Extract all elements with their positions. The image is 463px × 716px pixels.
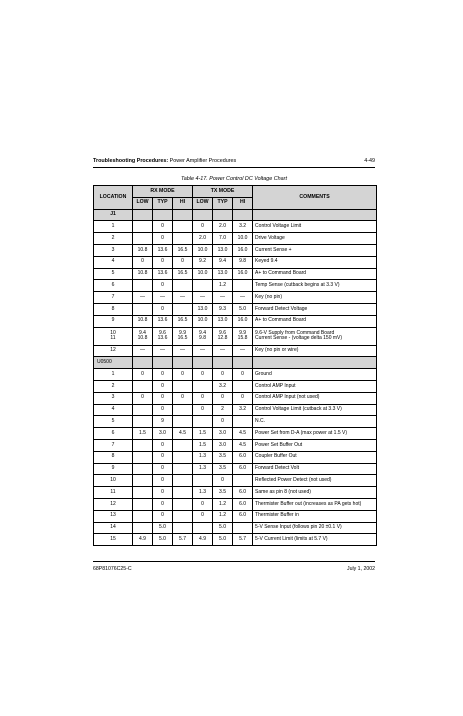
cell-tx-typ: 0 bbox=[213, 475, 233, 487]
cell-location: 14 bbox=[94, 522, 133, 534]
cell-comment: 9.6-V Supply from Command Board Current Sense - (voltage delta 150 mV) bbox=[253, 327, 377, 345]
cell-rx-low: 0 bbox=[133, 392, 153, 404]
header-rule bbox=[93, 167, 375, 168]
cell-location: 4 bbox=[94, 256, 133, 268]
cell-tx-hi: 6.0 bbox=[233, 510, 253, 522]
cell-tx-low bbox=[193, 475, 213, 487]
cell-tx-hi: 9.9 15.8 bbox=[233, 327, 253, 345]
cell-rx-typ: 0 bbox=[153, 463, 173, 475]
cell-tx-typ: — bbox=[213, 345, 233, 357]
cell-tx-hi: 4.5 bbox=[233, 428, 253, 440]
cell-rx-typ: 13.6 bbox=[153, 244, 173, 256]
cell-location: 13 bbox=[94, 510, 133, 522]
cell-tx-low bbox=[193, 280, 213, 292]
cell-tx-typ: 9.6 12.8 bbox=[213, 327, 233, 345]
cell-location: 8 bbox=[94, 303, 133, 315]
cell-tx-low: 0 bbox=[193, 498, 213, 510]
cell-rx-low bbox=[133, 522, 153, 534]
cell-location: 11 bbox=[94, 487, 133, 499]
cell-rx-low: 10.8 bbox=[133, 315, 153, 327]
cell-rx-typ: 13.6 bbox=[153, 268, 173, 280]
cell-rx-hi bbox=[173, 416, 193, 428]
cell-comment: Control AMP Input bbox=[253, 380, 377, 392]
cell-rx-hi bbox=[173, 451, 193, 463]
table-row bbox=[94, 268, 377, 280]
cell-location: 12 bbox=[94, 345, 133, 357]
cell-tx-low: 0 bbox=[193, 510, 213, 522]
cell-comment: Same as pin 8 (not used) bbox=[253, 487, 377, 499]
cell-tx-typ: 0 bbox=[213, 392, 233, 404]
col-rx-low: LOW bbox=[133, 197, 153, 209]
cell-rx-hi bbox=[173, 439, 193, 451]
footer-doc-number: 68P81076C25-C bbox=[93, 566, 132, 572]
cell-tx-typ: 3.0 bbox=[213, 428, 233, 440]
cell-tx-hi bbox=[233, 416, 253, 428]
cell-comment: Power Set from D-A (max power at 1.5 V) bbox=[253, 428, 377, 440]
cell-tx-low: 13.0 bbox=[193, 303, 213, 315]
cell-rx-typ: 13.6 bbox=[153, 315, 173, 327]
cell-comment: 5-V Current Limit (limits at 5.7 V) bbox=[253, 534, 377, 546]
cell-tx-typ: 0 bbox=[213, 416, 233, 428]
col-rx-mode: RX MODE bbox=[133, 186, 193, 198]
cell-tx-low: 2.0 bbox=[193, 233, 213, 245]
cell-rx-hi: 16.5 bbox=[173, 244, 193, 256]
cell-tx-typ: — bbox=[213, 292, 233, 304]
cell-tx-low: 10.0 bbox=[193, 244, 213, 256]
cell-comment: Thermister Buffer in bbox=[253, 510, 377, 522]
cell-comment: Power Set Buffer Out bbox=[253, 439, 377, 451]
cell-tx-hi: 0 bbox=[233, 392, 253, 404]
cell-rx-typ: 0 bbox=[153, 487, 173, 499]
section-label-j1: J1 bbox=[94, 209, 133, 221]
cell-tx-hi: 6.0 bbox=[233, 451, 253, 463]
header-section bbox=[93, 158, 236, 164]
cell-rx-hi: 0 bbox=[173, 256, 193, 268]
cell-tx-low: 0 bbox=[193, 404, 213, 416]
cell-rx-low: — bbox=[133, 292, 153, 304]
table-row bbox=[94, 233, 377, 245]
cell-rx-typ: — bbox=[153, 292, 173, 304]
cell-comment: Thermister Buffer out (increases as PA gets hot) bbox=[253, 498, 377, 510]
section-label-u0500: U0500 bbox=[94, 357, 133, 369]
table-row bbox=[94, 392, 377, 404]
table-row bbox=[94, 369, 377, 381]
cell-tx-low: 1.3 bbox=[193, 487, 213, 499]
cell-comment: A+ to Command Board bbox=[253, 268, 377, 280]
cell-rx-hi: — bbox=[173, 345, 193, 357]
table-row bbox=[94, 380, 377, 392]
table-row bbox=[94, 315, 377, 327]
cell-tx-hi: 5.7 bbox=[233, 534, 253, 546]
cell-rx-typ: 0 bbox=[153, 233, 173, 245]
cell-rx-typ: 0 bbox=[153, 256, 173, 268]
cell-rx-hi bbox=[173, 522, 193, 534]
cell-tx-typ: 9.4 bbox=[213, 256, 233, 268]
cell-rx-low: 1.5 bbox=[133, 428, 153, 440]
cell-tx-typ: 3.5 bbox=[213, 463, 233, 475]
col-tx-typ: TYP bbox=[213, 197, 233, 209]
cell-rx-low: 10.8 bbox=[133, 268, 153, 280]
table-row bbox=[94, 292, 377, 304]
cell-rx-typ: 0 bbox=[153, 451, 173, 463]
cell-location: 5 bbox=[94, 416, 133, 428]
cell-location: 9 bbox=[94, 463, 133, 475]
cell-location: 10 bbox=[94, 475, 133, 487]
cell-location: 12 bbox=[94, 498, 133, 510]
table-row bbox=[94, 510, 377, 522]
cell-tx-typ: 1.2 bbox=[213, 510, 233, 522]
cell-rx-hi bbox=[173, 487, 193, 499]
cell-rx-typ: 3.0 bbox=[153, 428, 173, 440]
cell-rx-hi bbox=[173, 380, 193, 392]
cell-rx-low: 4.9 bbox=[133, 534, 153, 546]
table-row bbox=[94, 451, 377, 463]
cell-tx-low: 1.5 bbox=[193, 439, 213, 451]
cell-tx-typ: 1.2 bbox=[213, 498, 233, 510]
cell-rx-hi bbox=[173, 498, 193, 510]
section-row-u0500 bbox=[94, 357, 377, 369]
cell-rx-low bbox=[133, 380, 153, 392]
footer-date: July 1, 2002 bbox=[347, 566, 375, 572]
cell-comment: Forward Detect Voltage bbox=[253, 303, 377, 315]
cell-rx-low bbox=[133, 439, 153, 451]
cell-comment: Current Sense + bbox=[253, 244, 377, 256]
cell-tx-hi: 9.8 bbox=[233, 256, 253, 268]
cell-rx-hi bbox=[173, 404, 193, 416]
cell-rx-typ: 0 bbox=[153, 439, 173, 451]
cell-location: 2 bbox=[94, 233, 133, 245]
table-row bbox=[94, 244, 377, 256]
cell-tx-hi: 6.0 bbox=[233, 487, 253, 499]
cell-tx-typ: 2.0 bbox=[213, 221, 233, 233]
col-rx-hi: HI bbox=[173, 197, 193, 209]
cell-rx-typ: 0 bbox=[153, 280, 173, 292]
header-section-bold: Troubleshooting Procedures: bbox=[93, 158, 169, 164]
cell-tx-typ: 5.0 bbox=[213, 534, 233, 546]
cell-tx-hi: 16.0 bbox=[233, 268, 253, 280]
cell-location: 6 bbox=[94, 428, 133, 440]
cell-rx-low: 0 bbox=[133, 369, 153, 381]
cell-comment: Keyed 9.4 bbox=[253, 256, 377, 268]
cell-tx-hi: 16.0 bbox=[233, 315, 253, 327]
cell-tx-hi: — bbox=[233, 345, 253, 357]
cell-tx-hi bbox=[233, 380, 253, 392]
cell-rx-hi: 16.5 bbox=[173, 268, 193, 280]
cell-comment: Temp Sense (cutback begins at 3.3 V) bbox=[253, 280, 377, 292]
col-tx-hi: HI bbox=[233, 197, 253, 209]
cell-location: 8 bbox=[94, 451, 133, 463]
cell-tx-hi: 10.0 bbox=[233, 233, 253, 245]
cell-rx-low bbox=[133, 498, 153, 510]
cell-tx-typ: 7.0 bbox=[213, 233, 233, 245]
cell-tx-hi: — bbox=[233, 292, 253, 304]
cell-tx-low: — bbox=[193, 292, 213, 304]
cell-tx-typ: 13.0 bbox=[213, 268, 233, 280]
cell-rx-low bbox=[133, 475, 153, 487]
cell-location: 4 bbox=[94, 404, 133, 416]
cell-tx-typ: 3.2 bbox=[213, 380, 233, 392]
cell-rx-typ: — bbox=[153, 345, 173, 357]
cell-rx-hi: — bbox=[173, 292, 193, 304]
cell-tx-low: — bbox=[193, 345, 213, 357]
table-row bbox=[94, 256, 377, 268]
footer-rule bbox=[93, 561, 375, 562]
cell-rx-typ: 0 bbox=[153, 380, 173, 392]
cell-rx-low: 0 bbox=[133, 256, 153, 268]
header-section-rest: Power Amplifier Procedures bbox=[168, 158, 237, 164]
cell-rx-hi: 16.5 bbox=[173, 315, 193, 327]
cell-rx-low bbox=[133, 487, 153, 499]
cell-tx-hi bbox=[233, 280, 253, 292]
table-row bbox=[94, 534, 377, 546]
cell-tx-low: 9.4 9.8 bbox=[193, 327, 213, 345]
cell-comment: 5-V Sense Input (follows pin 20 ±0.1 V) bbox=[253, 522, 377, 534]
cell-rx-typ: 0 bbox=[153, 510, 173, 522]
cell-rx-hi: 0 bbox=[173, 392, 193, 404]
col-location: LOCATION bbox=[94, 186, 133, 210]
cell-rx-typ: 0 bbox=[153, 392, 173, 404]
cell-tx-typ: 3.5 bbox=[213, 487, 233, 499]
cell-tx-low: 10.0 bbox=[193, 315, 213, 327]
col-tx-mode: TX MODE bbox=[193, 186, 253, 198]
cell-location: 3 bbox=[94, 392, 133, 404]
col-tx-low: LOW bbox=[193, 197, 213, 209]
cell-tx-low: 0 bbox=[193, 369, 213, 381]
cell-tx-typ: 3.5 bbox=[213, 451, 233, 463]
cell-rx-typ: 9.6 13.6 bbox=[153, 327, 173, 345]
cell-tx-hi bbox=[233, 475, 253, 487]
cell-rx-typ: 0 bbox=[153, 404, 173, 416]
cell-rx-typ: 0 bbox=[153, 303, 173, 315]
cell-comment: Control Voltage Limit bbox=[253, 221, 377, 233]
col-comments: COMMENTS bbox=[253, 186, 377, 210]
cell-rx-typ: 0 bbox=[153, 369, 173, 381]
cell-location: 1 bbox=[94, 221, 133, 233]
cell-tx-typ: 13.0 bbox=[213, 315, 233, 327]
table-row bbox=[94, 428, 377, 440]
cell-tx-hi: 6.0 bbox=[233, 463, 253, 475]
cell-rx-low bbox=[133, 416, 153, 428]
cell-rx-hi bbox=[173, 221, 193, 233]
cell-location: 5 bbox=[94, 268, 133, 280]
cell-rx-low bbox=[133, 463, 153, 475]
cell-rx-typ: 0 bbox=[153, 221, 173, 233]
table-row bbox=[94, 522, 377, 534]
cell-comment: A+ to Command Board bbox=[253, 315, 377, 327]
cell-rx-low: 9.4 10.8 bbox=[133, 327, 153, 345]
cell-rx-low: 10.8 bbox=[133, 244, 153, 256]
cell-tx-hi bbox=[233, 522, 253, 534]
cell-location: 2 bbox=[94, 380, 133, 392]
cell-rx-low bbox=[133, 510, 153, 522]
cell-comment: N.C. bbox=[253, 416, 377, 428]
cell-tx-low: 9.2 bbox=[193, 256, 213, 268]
cell-location: 15 bbox=[94, 534, 133, 546]
cell-tx-hi: 3.2 bbox=[233, 221, 253, 233]
cell-rx-hi: 4.5 bbox=[173, 428, 193, 440]
cell-rx-hi bbox=[173, 463, 193, 475]
table-row bbox=[94, 280, 377, 292]
cell-location: 6 bbox=[94, 280, 133, 292]
cell-rx-typ: 9 bbox=[153, 416, 173, 428]
cell-tx-hi: 6.0 bbox=[233, 498, 253, 510]
cell-tx-typ: 13.0 bbox=[213, 244, 233, 256]
table-row bbox=[94, 498, 377, 510]
cell-rx-hi: 5.7 bbox=[173, 534, 193, 546]
cell-rx-low: — bbox=[133, 345, 153, 357]
cell-rx-hi bbox=[173, 510, 193, 522]
header-page-number: 4-49 bbox=[364, 158, 375, 164]
table-caption: Table 4-17. Power Control DC Voltage Chart bbox=[181, 176, 287, 182]
cell-tx-typ: 2 bbox=[213, 404, 233, 416]
cell-tx-hi: 3.2 bbox=[233, 404, 253, 416]
cell-tx-low: 1.3 bbox=[193, 451, 213, 463]
cell-location: 1 bbox=[94, 369, 133, 381]
table-row bbox=[94, 475, 377, 487]
cell-comment: Reflected Power Detect (not used) bbox=[253, 475, 377, 487]
table-row bbox=[94, 487, 377, 499]
cell-tx-typ: 3.0 bbox=[213, 439, 233, 451]
cell-comment: Key (no pin or wire) bbox=[253, 345, 377, 357]
section-row-j1 bbox=[94, 209, 377, 221]
cell-location: 9 bbox=[94, 315, 133, 327]
cell-rx-low bbox=[133, 303, 153, 315]
table-row bbox=[94, 416, 377, 428]
cell-comment: Control AMP Input (not used) bbox=[253, 392, 377, 404]
cell-location: 7 bbox=[94, 439, 133, 451]
cell-rx-hi bbox=[173, 280, 193, 292]
cell-rx-hi: 0 bbox=[173, 369, 193, 381]
cell-tx-hi: 4.5 bbox=[233, 439, 253, 451]
cell-tx-low bbox=[193, 416, 213, 428]
cell-comment: Coupler Buffer Out bbox=[253, 451, 377, 463]
cell-tx-low: 1.5 bbox=[193, 428, 213, 440]
cell-tx-low bbox=[193, 380, 213, 392]
cell-tx-low bbox=[193, 522, 213, 534]
cell-tx-low: 0 bbox=[193, 221, 213, 233]
cell-tx-low: 1.3 bbox=[193, 463, 213, 475]
cell-rx-hi: 9.9 16.5 bbox=[173, 327, 193, 345]
cell-tx-typ: 5.0 bbox=[213, 522, 233, 534]
cell-comment: Control Voltage Limit (cutback at 3.3 V) bbox=[253, 404, 377, 416]
cell-rx-low bbox=[133, 221, 153, 233]
cell-comment: Drive Voltage bbox=[253, 233, 377, 245]
col-rx-typ: TYP bbox=[153, 197, 173, 209]
table-row-pair bbox=[94, 327, 377, 345]
cell-comment: Key (no pin) bbox=[253, 292, 377, 304]
cell-rx-typ: 0 bbox=[153, 475, 173, 487]
cell-comment: Ground bbox=[253, 369, 377, 381]
cell-location: 10 11 bbox=[94, 327, 133, 345]
table-row bbox=[94, 404, 377, 416]
cell-tx-low: 10.0 bbox=[193, 268, 213, 280]
table-row bbox=[94, 303, 377, 315]
cell-tx-hi: 16.0 bbox=[233, 244, 253, 256]
table-row bbox=[94, 439, 377, 451]
cell-tx-typ: 1.2 bbox=[213, 280, 233, 292]
cell-tx-hi: 0 bbox=[233, 369, 253, 381]
cell-location: 7 bbox=[94, 292, 133, 304]
cell-tx-typ: 0 bbox=[213, 369, 233, 381]
voltage-chart-table bbox=[93, 185, 377, 546]
cell-tx-typ: 9.3 bbox=[213, 303, 233, 315]
cell-rx-typ: 5.0 bbox=[153, 522, 173, 534]
cell-rx-low bbox=[133, 280, 153, 292]
cell-rx-low bbox=[133, 404, 153, 416]
cell-tx-low: 0 bbox=[193, 392, 213, 404]
cell-rx-hi bbox=[173, 475, 193, 487]
table-row bbox=[94, 345, 377, 357]
cell-rx-typ: 0 bbox=[153, 498, 173, 510]
cell-rx-typ: 5.0 bbox=[153, 534, 173, 546]
table-row bbox=[94, 221, 377, 233]
cell-location: 3 bbox=[94, 244, 133, 256]
table-row bbox=[94, 463, 377, 475]
cell-rx-hi bbox=[173, 233, 193, 245]
cell-rx-low bbox=[133, 233, 153, 245]
cell-comment: Forward Detect Volt bbox=[253, 463, 377, 475]
cell-tx-hi: 5.0 bbox=[233, 303, 253, 315]
cell-rx-low bbox=[133, 451, 153, 463]
cell-tx-low: 4.9 bbox=[193, 534, 213, 546]
cell-rx-hi bbox=[173, 303, 193, 315]
